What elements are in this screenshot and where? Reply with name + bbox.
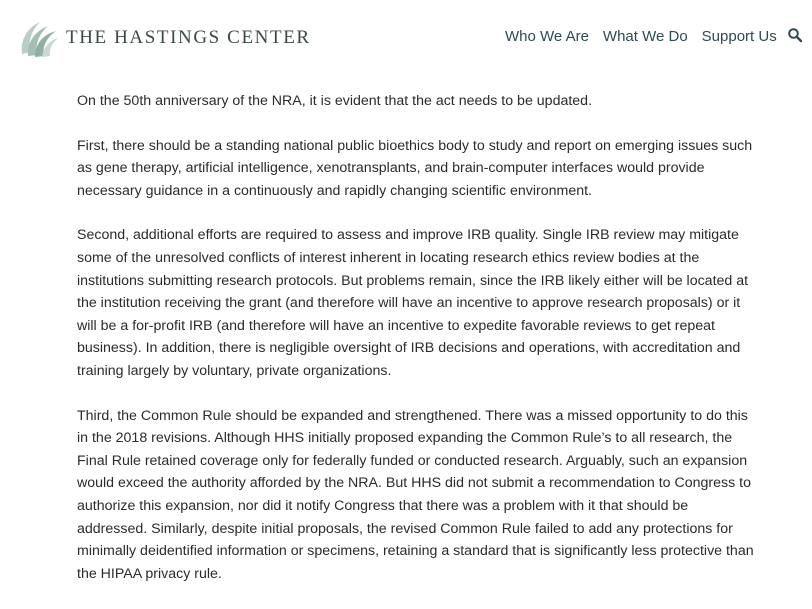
search-icon[interactable] bbox=[787, 27, 803, 43]
article-paragraph-2: First, there should be a standing national public bioethics body to study and report on emerging issues such as gene therapy, artificial intelligence, xenotransplants, and brain-computer interfaces would provide necessary guidance in a continuously and rapidly changing scientific environment. bbox=[77, 137, 753, 199]
site-header bbox=[0, 0, 812, 70]
article-paragraph-3: Second, additional efforts are required to assess and improve IRB quality. Single IRB review may mitigate some of the unresolved conflicts of interest inherent in locating research ethics review bodies at the institutions submitting research protocols. But problems remain, since the IRB likely either will be located at the institution receiving the grant (and therefore will have an incentive to approve research proposals) or it will be a for-profit IRB (and therefore will have an incentive to expedite favorable reviews to get repeat business). In addition, there is negligible oversight of IRB decisions and operations, with accreditation and training largely by voluntary, private organizations. bbox=[77, 227, 749, 379]
main-nav bbox=[505, 28, 803, 45]
nav-what-we-do[interactable]: What We Do bbox=[602, 28, 688, 45]
hastings-logo-icon[interactable] bbox=[16, 16, 60, 60]
article-paragraph-4: Third, the Common Rule should be expanded and strengthened. There was a missed opportunity to do this in the 2018 revisions. Although HHS initially proposed expanding the Common Rule’s to all research, the Final Rule retained coverage only for federally funded or conducted research. Arguably, such an expansion would exceed the authority afforded by the NRA. But HHS did not submit a recommendation to Congress to authorize this expansion, nor did it notify Congress that there was a problem with it that should be addressed. Similarly, despite initial proposals, the revised Common Rule failed to add any protections for minimally deidentified information or specimens, retaining a standard that is significantly less protective than the HIPAA privacy rule. bbox=[77, 407, 754, 582]
nav-support-us[interactable]: Support Us bbox=[701, 28, 777, 45]
site-logo-text[interactable]: THE HASTINGS CENTER bbox=[66, 27, 311, 48]
nav-who-we-are[interactable]: Who We Are bbox=[505, 28, 589, 45]
article-paragraph-1: On the 50th anniversary of the NRA, it is evident that the act needs to be updated. bbox=[77, 93, 593, 109]
article-body bbox=[77, 90, 757, 607]
